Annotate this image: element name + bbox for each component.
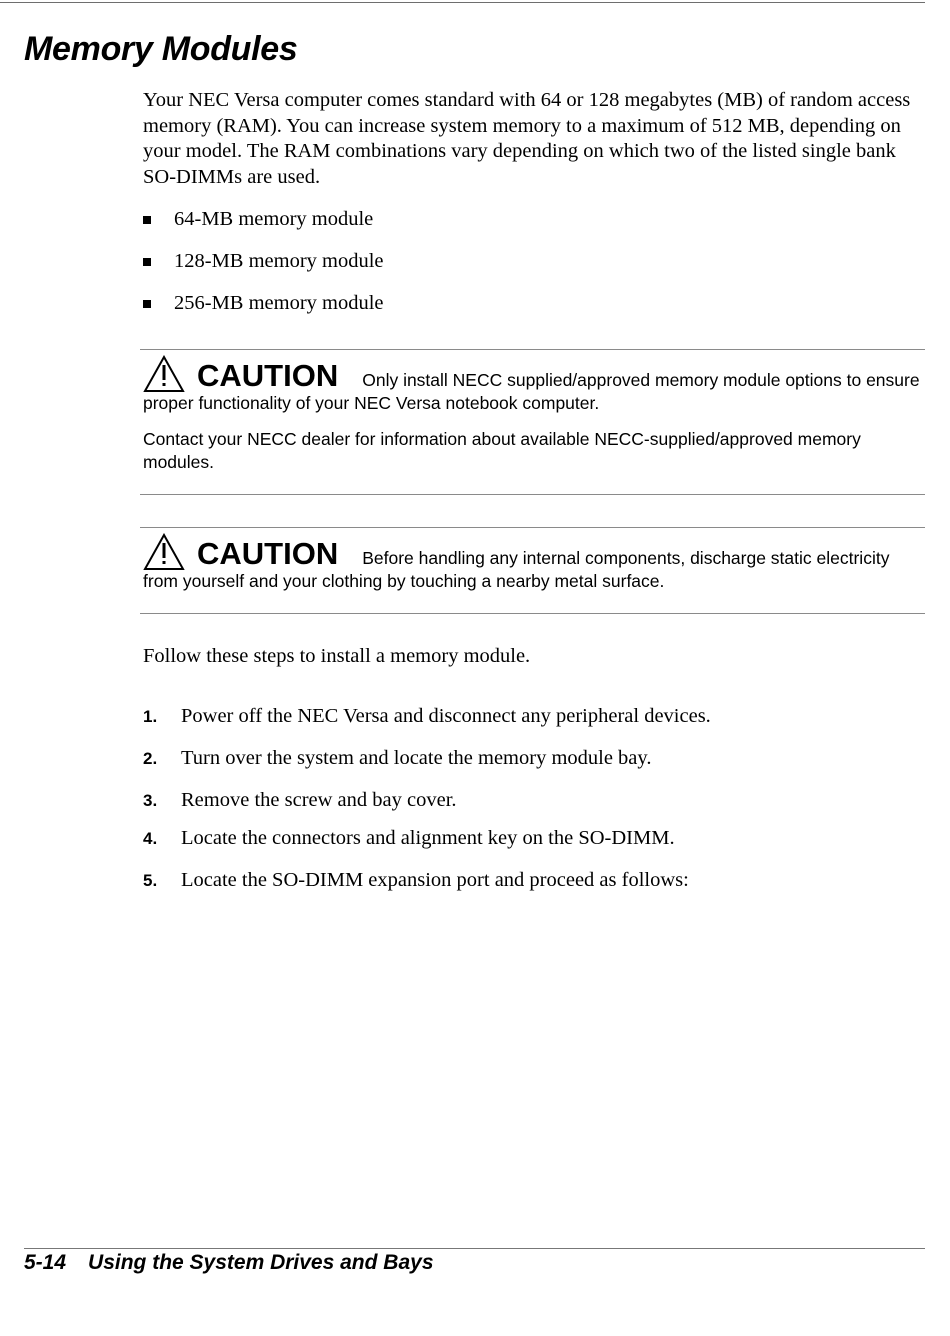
caution-label: CAUTION bbox=[197, 536, 339, 571]
page-footer bbox=[24, 1251, 434, 1275]
bullet-square-icon bbox=[143, 300, 151, 308]
step-item: 1. Power off the NEC Versa and disconnect any peripheral devices. bbox=[143, 705, 711, 727]
caution-contact-text: Contact your NECC dealer for information about available NECC-supplied/approved memory modules. bbox=[143, 429, 861, 472]
caution-label: CAUTION bbox=[197, 358, 339, 393]
warning-triangle-icon bbox=[143, 355, 185, 393]
warning-triangle-icon bbox=[143, 533, 185, 571]
page-number: 5-14 bbox=[24, 1251, 67, 1274]
bullet-square-icon bbox=[143, 216, 151, 224]
top-divider bbox=[0, 2, 925, 3]
step-item: 5. Locate the SO-DIMM expansion port and proceed as follows: bbox=[143, 869, 689, 891]
intro-paragraph: Your NEC Versa computer comes standard with 64 or 128 megabytes (MB) of random access memory (RAM). You can increase system memory to a maximum of 512 MB, depending on your model. The RAM combinations vary depending on which two of the listed single bank SO-DIMMs are used. bbox=[143, 89, 911, 188]
caution-box-memory bbox=[140, 349, 925, 495]
steps-intro: Follow these steps to install a memory module. bbox=[143, 645, 531, 667]
list-item: 64-MB memory module bbox=[143, 204, 384, 246]
step-item: 4. Locate the connectors and alignment key on the SO-DIMM. bbox=[143, 827, 675, 849]
page-title: Memory Modules bbox=[24, 30, 298, 68]
chapter-title: Using the System Drives and Bays bbox=[88, 1251, 434, 1274]
step-item: 2. Turn over the system and locate the memory module bay. bbox=[143, 747, 652, 769]
footer-divider bbox=[24, 1248, 925, 1249]
list-item: 256-MB memory module bbox=[143, 288, 384, 330]
install-steps bbox=[143, 705, 923, 891]
bullet-square-icon bbox=[143, 258, 151, 266]
module-list bbox=[143, 204, 384, 330]
step-item: 3. Remove the screw and bay cover. bbox=[143, 789, 457, 811]
caution-text: Before handling any internal components, discharge static electricity from yourself and your clothing by touching a nearby metal surface. bbox=[143, 548, 890, 591]
list-item: 128-MB memory module bbox=[143, 246, 384, 288]
caution-text: Only install NECC supplied/approved memory module options to ensure proper functionality of your NEC Versa notebook computer. bbox=[143, 370, 920, 413]
caution-box-static bbox=[140, 527, 925, 614]
